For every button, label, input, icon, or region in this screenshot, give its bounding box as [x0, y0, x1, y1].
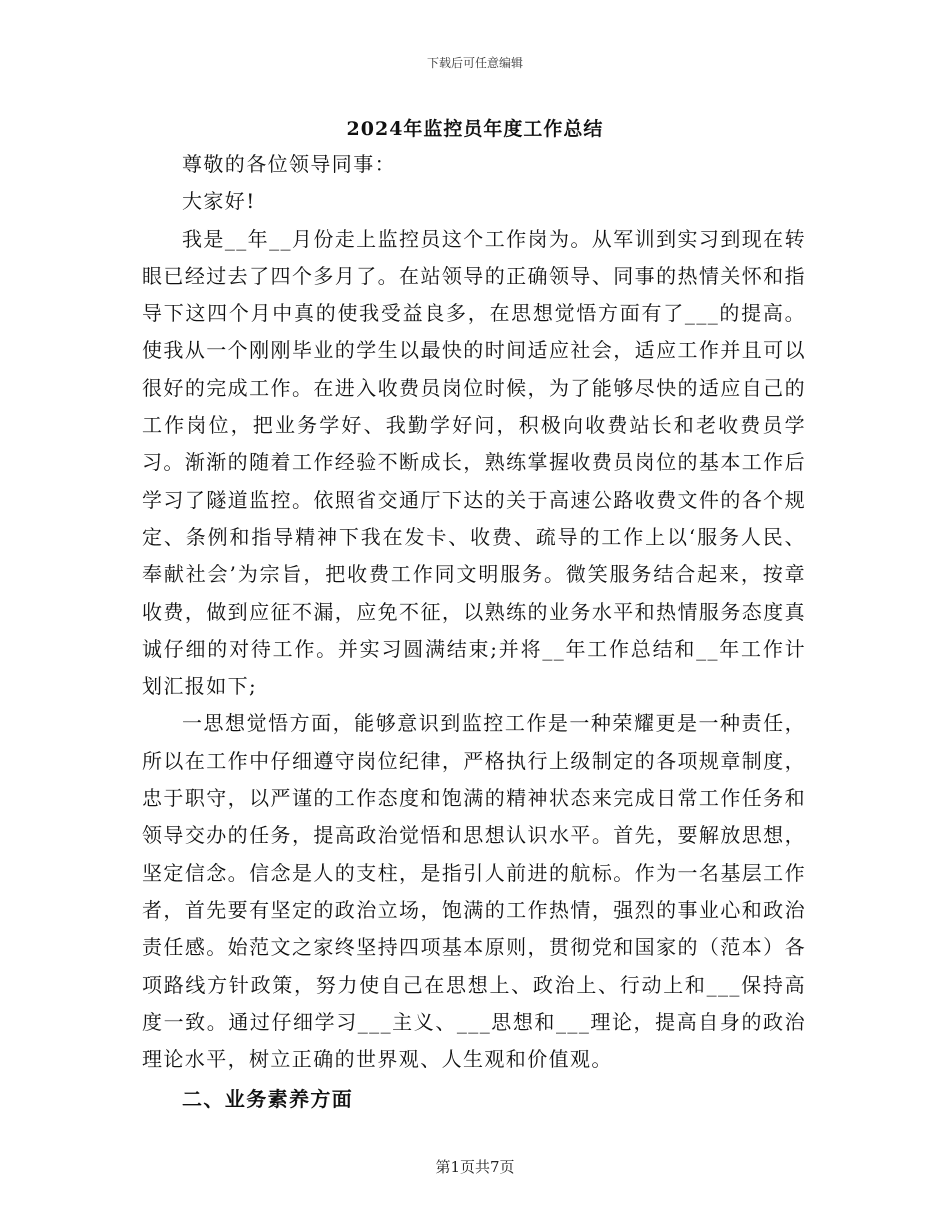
document-title: 2024年监控员年度工作总结 [346, 118, 604, 140]
document-body [142, 146, 806, 1119]
salutation-line: 大家好! [182, 189, 256, 214]
greeting-line: 尊敬的各位领导同事： [182, 152, 396, 176]
page-indicator: 第1页共7页 [435, 1158, 515, 1176]
section-heading-2: 二、业务素养方面 [182, 1087, 354, 1112]
body-paragraph-2: 一思想觉悟方面，能够意识到监控工作是一种荣耀更是一种责任，所以在工作中仔细遵守岗位纪律，严格执行上级制定的各项规章制度，忠于职守，以严谨的工作态度和饱满的精神状态来完成日常工作任务和领导交办的任务，提高政治觉悟和思想认识水平。首先，要解放思想，坚定信念。信念是人的支柱，是指引人前进的航标。作为一名基层工作者，首先要有坚定的政治立场，饱满的工作热情，强烈的事业心和政治责任感。始范文之家终坚持四项基本原则，贯彻党和国家的（范本）各项路线方针政策，努力使自己在思想上、政治上、行动上和___保持高度一致。通过仔细学习___主义、___思想和___理论，提高自身的政治理论水平，树立正确的世界观、人生观和价值观。 [142, 711, 806, 1072]
body-paragraph-1: 我是__年__月份走上监控员这个工作岗为。从军训到实习到现在转眼已经过去了四个多月了。在站领导的正确领导、同事的热情关怀和指导下这四个月中真的使我受益良多，在思想觉悟方面有了___的提高。使我从一个刚刚毕业的学生以最快的时间适应社会，适应工作并且可以很好的完成工作。在进入收费员岗位时候，为了能够尽快的适应自己的工作岗位，把业务学好、我勤学好问，积极向收费站长和老收费员学习。渐渐的随着工作经验不断成长，熟练掌握收费员岗位的基本工作后学习了隧道监控。依照省交通厅下达的关于高速公路收费文件的各个规定、条例和指导精神下我在发卡、收费、疏导的工作上以‘服务人民、奉献社会’为宗旨，把收费工作同文明服务。微笑服务结合起来，按章收费，做到应征不漏，应免不征，以熟练的业务水平和热情服务态度真诚仔细的对待工作。并实习圆满结束;并将__年工作总结和__年工作计划汇报如下; [142, 226, 806, 699]
page-header-note: 下载后可任意编辑 [426, 56, 523, 70]
